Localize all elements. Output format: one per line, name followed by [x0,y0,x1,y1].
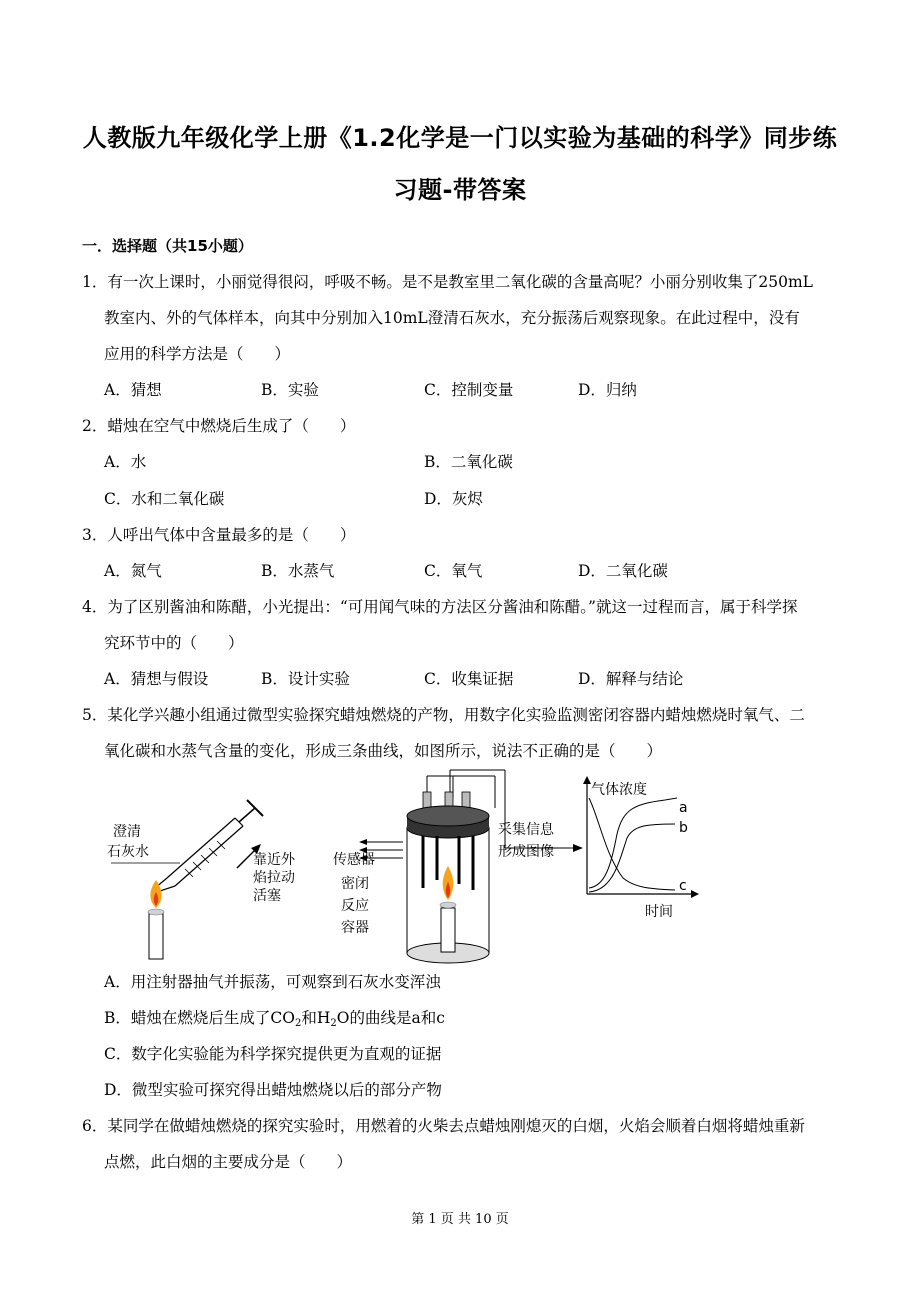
question-5-line-1: 5．某化学兴趣小组通过微型实验探究蜡烛燃烧的产物，用数字化实验监测密闭容器内蜡烛燃烧时氧气、二 [82,706,805,724]
option-b-text: B．蜡烛在燃烧后生成了 [104,1009,271,1027]
question-3-option-a: A．氮气 [104,562,162,580]
label-collect-info: 采集信息 [498,822,554,838]
section-heading: 一．选择题（共15小题） [82,237,253,255]
question-5-option-d: D．微型实验可探究得出蜡烛燃烧以后的部分产物 [104,1081,442,1099]
question-3-option-d: D．二氧化碳 [578,562,668,580]
question-4-line-1: 4．为了区别酱油和陈醋，小光提出：“可用闻气味的方法区分酱油和陈醋。”就这一过程而言，属于科学探 [82,598,798,616]
document-title-line-2: 习题-带答案 [393,176,527,204]
question-1-option-a: A．猜想 [104,381,162,399]
question-1-line-3: 应用的科学方法是（ ） [104,345,291,363]
label-limewater: 石灰水 [107,844,149,860]
label-container: 容器 [341,920,369,936]
question-4-option-a: A．猜想与假设 [104,670,209,688]
option-b-tail: 的曲线是a和c [349,1009,445,1027]
label-clear: 澄清 [113,824,141,840]
question-2-option-c: C．水和二氧化碳 [104,490,225,508]
formula-h2o-o: O [336,1009,350,1027]
formula-co2-sub: 2 [294,1018,302,1029]
sealed-container [359,770,583,963]
question-3-option-b: B．水蒸气 [261,562,335,580]
question-1-line-1: 1．有一次上课时，小丽觉得很闷，呼吸不畅。是不是教室里二氧化碳的含量高呢？小丽分别收集了250mL [82,273,813,291]
question-2-line-1: 2．蜡烛在空气中燃烧后生成了（ ） [82,417,356,435]
label-near-outer: 靠近外 [253,852,295,868]
document-title-line-1: 人教版九年级化学上册《1.2化学是一门以实验为基础的科学》同步练 [82,124,838,152]
label-flame-pull: 焰拉动 [253,870,295,886]
question-1-option-d: D．归纳 [578,381,637,399]
question-6-line-2: 点燃，此白烟的主要成分是（ ） [104,1153,353,1171]
question-1-option-c: C．控制变量 [424,381,514,399]
label-gas-concentration: 气体浓度 [591,782,647,798]
question-3-option-c: C．氧气 [424,562,483,580]
question-5-line-2: 氧化碳和水蒸气含量的变化，形成三条曲线，如图所示，说法不正确的是（ ） [104,742,663,760]
page-footer: 第 1 页 共 10 页 [411,1212,509,1227]
question-5-option-c: C．数字化实验能为科学探究提供更为直观的证据 [104,1045,442,1063]
curve-label-c: c [679,878,687,894]
candle-experiment-figure [105,768,705,968]
question-3-line-1: 3．人呼出气体中含量最多的是（ ） [82,526,356,544]
question-1-line-2: 教室内、外的气体样本，向其中分别加入10mL澄清石灰水，充分振荡后观察现象。在此过程中，没有 [104,309,800,327]
question-6-line-1: 6．某同学在做蜡烛燃烧的探究实验时，用燃着的火柴去点蜡烛刚熄灭的白烟，火焰会顺着白烟将蜡烛重新 [82,1117,805,1135]
label-plunger: 活塞 [253,888,281,904]
curve-a [589,798,677,888]
label-time: 时间 [645,904,673,920]
question-5-option-a: A．用注射器抽气并振荡，可观察到石灰水变浑浊 [104,973,441,991]
label-form-image: 形成图像 [498,844,554,860]
formula-h2o-sub: 2 [330,1018,337,1029]
question-1-option-b: B．实验 [261,381,319,399]
formula-co2-co: CO [270,1009,295,1027]
question-4-option-d: D．解释与结论 [578,670,684,688]
formula-h2o-h: H [316,1009,331,1027]
question-4-option-b: B．设计实验 [261,670,350,688]
label-sealed: 密闭 [341,876,369,892]
question-5-option-b [104,1008,445,1034]
question-4-option-c: C．收集证据 [424,670,514,688]
label-reaction: 反应 [341,898,369,914]
option-b-and: 和 [301,1009,317,1027]
curve-label-b: b [679,820,688,836]
question-2-option-a: A．水 [104,453,147,471]
curve-c [589,798,675,890]
label-sensor: 传感器 [333,852,375,868]
question-2-option-b: B．二氧化碳 [424,453,513,471]
question-4-line-2: 究环节中的（ ） [104,634,244,652]
curve-label-a: a [679,800,688,816]
candle-left [148,880,164,959]
question-2-option-d: D．灰烬 [424,490,483,508]
